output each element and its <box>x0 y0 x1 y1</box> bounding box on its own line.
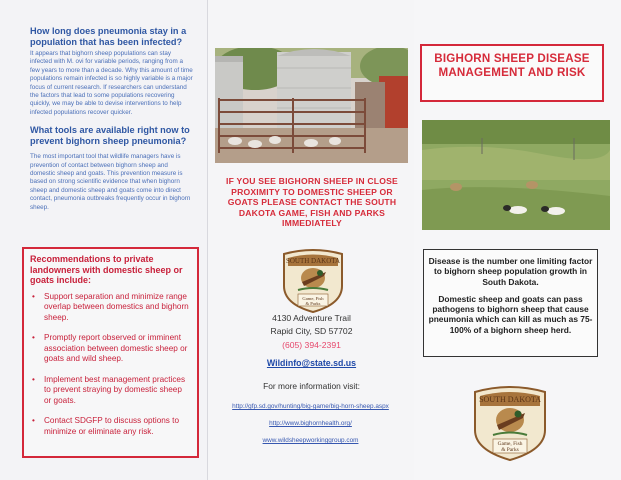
recommendations-list <box>30 292 190 438</box>
sdgfp-logo-text <box>280 246 346 314</box>
bighorn-sheep-photo <box>422 120 610 230</box>
more-info-label: For more information visit: <box>263 381 360 391</box>
address-line-city: Rapid City, SD 57702 <box>270 326 353 336</box>
recommendation-item: • Support separation and minimize range overlap between domestics and bighorn sheep. <box>32 291 189 322</box>
wild-sheep-working-group-link[interactable]: www.wildsheepworkinggroup.com <box>262 437 359 444</box>
phone-number: (605) 394-2391 <box>282 340 341 350</box>
pneumonia-duration-text: It appears that bighorn sheep populations can stay infected with M. ovi for variable periods, ranging from a few years to more than a decade. Why this amount of time populations remain infected is so highly variable is a major focus of current research. If researchers can understand the factors that lead to some populations recovering quickly, we may be able to devise interventions to help infected populations recover quicker. <box>30 50 193 116</box>
recommendation-item: • Promptly report observed or imminent association between domestic sheep or goats and wild sheep. <box>32 333 188 363</box>
fact-limiting-factor: Disease is the number one limiting factor to bighorn sheep population growth in South Dakota. <box>428 256 593 287</box>
pneumonia-duration-heading: How long does pneumonia stay in a population that has been infected? <box>30 26 187 47</box>
brochure-title: BIGHORN SHEEP DISEASE MANAGEMENT AND RISK <box>420 44 604 102</box>
email-link[interactable]: Wildinfo@state.sd.us <box>266 358 357 368</box>
farm-corral-photo <box>215 48 408 163</box>
recommendations-heading: Recommendations to private landowners with domestic sheep or goats include: <box>30 254 183 285</box>
bullet-icon: • <box>32 291 35 301</box>
svg-text:Game, Fish: Game, Fish <box>497 441 523 447</box>
contact-alert-text: IF YOU SEE BIGHORN SHEEP IN CLOSE PROXIMITY TO DOMESTIC SHEEP OR GOATS PLEASE CONTACT THE SOUTH DAKOTA GAME, FISH AND PARKS IMMEDIATELY <box>226 176 398 229</box>
recommendation-item: • Contact SDGFP to discuss options to minimize or eliminate any risk. <box>32 416 180 436</box>
svg-text:SOUTH DAKOTA: SOUTH DAKOTA <box>479 395 541 404</box>
bullet-icon: • <box>32 416 35 425</box>
fact-pathogen-transmission: Domestic sheep and goats can pass pathogens to bighorn sheep that cause pneumonia which can kill as much as 75-100% of a bighorn sheep herd. <box>428 293 593 335</box>
bighorn-health-link[interactable]: http://www.bighornhealth.org/ <box>269 420 352 427</box>
address-line-street: 4130 Adventure Trail <box>272 313 351 323</box>
prevention-tools-text: The most important tool that wildlife managers have is prevention of contact between bighorn sheep and domestic sheep and goats. This prevention measure is based on strong scientific evidence that when bighorn sheep and domestic sheep and goats come into direct contact, pneumonia outbreaks frequently occur in bighorn sheep. <box>30 153 191 211</box>
recommendations-box <box>22 247 199 458</box>
bullet-icon: • <box>32 374 35 384</box>
recommendation-item: • Implement best management practices to prevent straying by domestic sheep or goats. <box>32 374 186 405</box>
sdgfp-logo-large-text <box>471 382 549 462</box>
gfp-bighorn-link[interactable]: http://gfp.sd.gov/hunting/big-game/big-horn-sheep.aspx <box>232 403 389 410</box>
bullet-icon: • <box>32 333 35 342</box>
prevention-tools-heading: What tools are available right now to prevent bighorn sheep pneumonia? <box>30 125 190 147</box>
svg-text:& Parks: & Parks <box>305 301 321 306</box>
disease-facts-box <box>423 249 598 357</box>
svg-text:SOUTH DAKOTA: SOUTH DAKOTA <box>285 257 341 265</box>
svg-text:& Parks: & Parks <box>501 447 519 453</box>
svg-text:Game, Fish: Game, Fish <box>302 296 324 301</box>
